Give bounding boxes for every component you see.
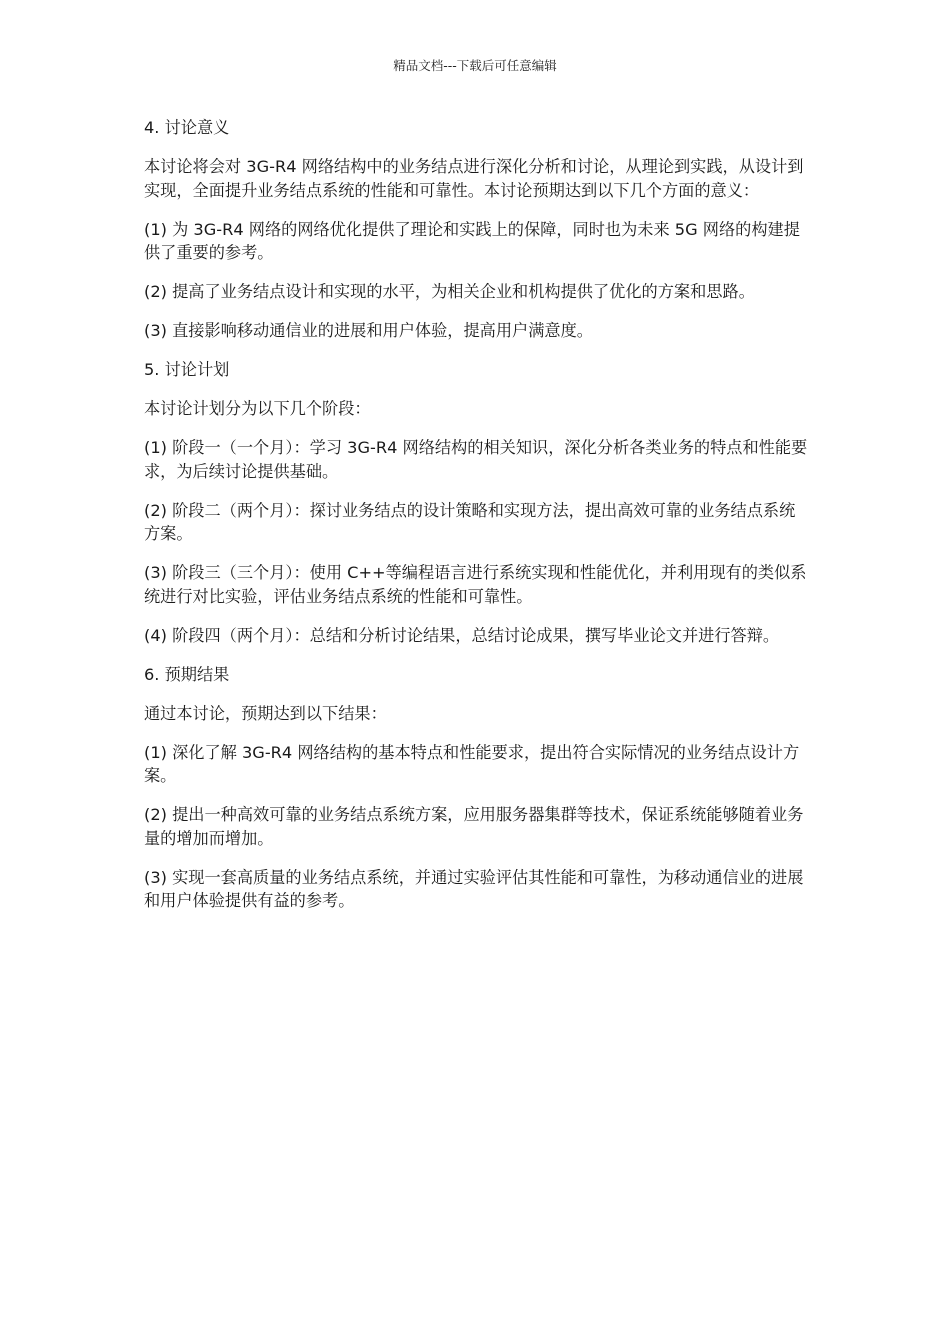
section-heading-plan: 5. 讨论计划	[144, 360, 230, 379]
section-heading-results: 6. 预期结果	[144, 664, 230, 684]
list-item-significance-2: (2) 提高了业务结点设计和实现的水平，为相关企业和机构提供了优化的方案和思路。	[144, 282, 755, 301]
paragraph-results-intro: 通过本讨论，预期达到以下结果：	[144, 703, 387, 723]
list-item-results-2: (2) 提出一种高效可靠的业务结点系统方案，应用服务器集群等技术，保证系统能够随着业务量的增加而增加。	[144, 805, 804, 848]
list-item-significance-1: (1) 为 3G-R4 网络的网络优化提供了理论和实践上的保障，同时也为未来 5G 网络的构建提供了重要的参考。	[144, 219, 800, 262]
list-item-plan-4: (4) 阶段四（两个月）：总结和分析讨论结果，总结讨论成果，撰写毕业论文并进行答辩。	[144, 625, 780, 645]
list-item-results-3: (3) 实现一套高质量的业务结点系统，并通过实验评估其性能和可靠性，为移动通信业的进展和用户体验提供有益的参考。	[144, 867, 804, 910]
list-item-significance-3: (3) 直接影响移动通信业的进展和用户体验，提高用户满意度。	[144, 321, 593, 340]
list-item-results-1: (1) 深化了解 3G-R4 网络结构的基本特点和性能要求，提出符合实际情况的业务结点设计方案。	[144, 742, 800, 785]
paragraph-plan-intro: 本讨论计划分为以下几个阶段：	[144, 399, 371, 418]
page-header: 精品文档---下载后可任意编辑	[393, 58, 557, 73]
list-item-plan-1: (1) 阶段一（一个月）：学习 3G-R4 网络结构的相关知识，深化分析各类业务的特点和性能要求，为后续讨论提供基础。	[144, 438, 808, 481]
list-item-plan-2: (2) 阶段二（两个月）：探讨业务结点的设计策略和实现方法，提出高效可靠的业务结点系统方案。	[144, 500, 796, 543]
list-item-plan-3: (3) 阶段三（三个月）：使用 C++等编程语言进行系统实现和性能优化，并利用现有的类似系统进行对比实验，评估业务结点系统的性能和可靠性。	[144, 563, 807, 606]
section-heading-significance: 4. 讨论意义	[144, 118, 230, 137]
paragraph-significance-intro: 本讨论将会对 3G-R4 网络结构中的业务结点进行深化分析和讨论，从理论到实践，从设计到实现，全面提升业务结点系统的性能和可靠性。本讨论预期达到以下几个方面的意义：	[144, 157, 804, 200]
document-body	[144, 116, 810, 928]
